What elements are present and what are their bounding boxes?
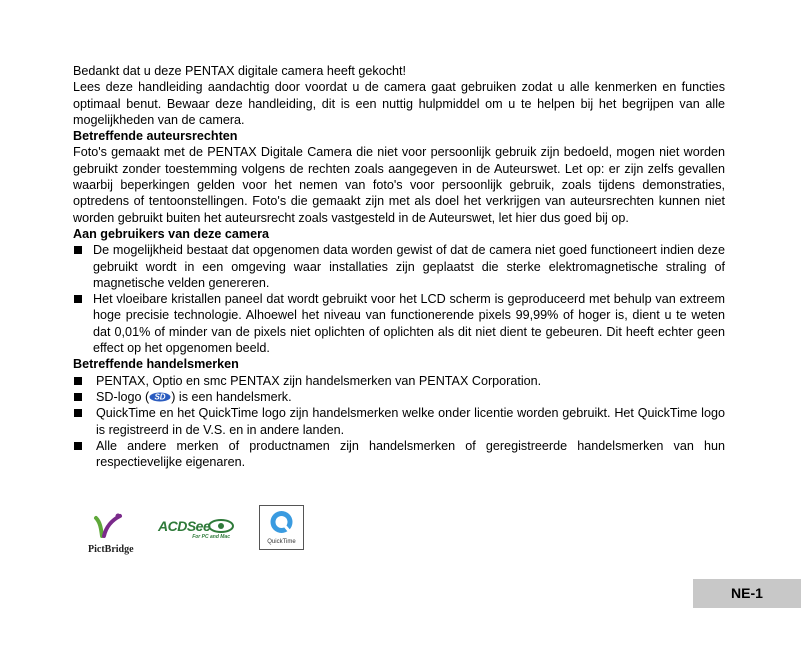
- copyright-heading: Betreffende auteursrechten: [73, 129, 238, 144]
- trademarks-heading: Betreffende handelsmerken: [73, 357, 239, 372]
- bullet-icon: [74, 295, 82, 303]
- intro-paragraph: Lees deze handleiding aandachtig door voordat u de camera gaat gebruiken zodat u alle kenmerken en functies optimaal benut. Bewaar deze handleiding, dit is een nuttig hulpmiddel om u te helpen bij het begrijpen van alle mogelijkheden van de camera.: [73, 80, 725, 127]
- acdsee-logo: ACDSee For PC and Mac: [158, 518, 234, 548]
- list-item: Het vloeibare kristallen paneel dat wordt gebruikt voor het LCD scherm is geproduceerd met behulp van extreem hoge precisie technologie. Alhoewel het niveau van functionerende pixels 99,99% of hoger is, dient u te weten dat 0,01% of minder van de pixels niet oplichten of oplichten als dit niet dient te gebeuren. Dit heeft echter geen effect op het opgenomen beeld.: [73, 291, 725, 356]
- trademarks-list: [73, 373, 725, 471]
- users-list: [73, 242, 725, 356]
- manual-page: [73, 63, 725, 470]
- greeting: Bedankt dat u deze PENTAX digitale camera heeft gekocht!: [73, 64, 406, 78]
- users-heading: Aan gebruikers van deze camera: [73, 226, 269, 241]
- svg-text:SD: SD: [154, 392, 166, 402]
- list-item: QuickTime en het QuickTime logo zijn handelsmerken welke onder licentie worden gebruikt. Het QuickTime logo is registreerd in de V.S. en in andere landen.: [73, 405, 725, 438]
- copyright-paragraph: Foto's gemaakt met de PENTAX Digitale Camera die niet voor persoonlijk gebruik zijn bedoeld, mogen niet worden gebruikt zonder toestemming volgens de rechten zoals aangegeven in de Auteurswet. Let op: er zijn zelfs gevallen waarbij beperkingen gelden voor het nemen van foto's voor persoonlijk gebruik, zoals tijdens demonstraties, optredens of tentoonstellingen. Foto's die gemaakt zijn met als doel het verkrijgen van auteursrechten kunnen niet worden gebruikt buiten het auteursrecht zoals vastgesteld in de Auteurswet, let hier dus goed bij op.: [73, 145, 725, 225]
- bullet-icon: [74, 393, 82, 401]
- pictbridge-logo: PictBridge: [88, 512, 138, 552]
- quicktime-logo: QuickTime: [259, 505, 304, 550]
- logo-row: [88, 505, 318, 560]
- list-item: PENTAX, Optio en smc PENTAX zijn handelsmerken van PENTAX Corporation.: [73, 373, 725, 389]
- bullet-icon: [74, 442, 82, 450]
- bullet-icon: [74, 246, 82, 254]
- bullet-icon: [74, 409, 82, 417]
- list-item: De mogelijkheid bestaat dat opgenomen data worden gewist of dat de camera niet goed functioneert indien deze gebruikt wordt in een omgeving waar installaties zijn geplaatst die sterke elektromagnetische straling of magnetische velden genereren.: [73, 242, 725, 291]
- bullet-icon: [74, 377, 82, 385]
- page-number-tab: NE-1: [693, 579, 801, 608]
- sd-logo-icon: [149, 390, 171, 402]
- list-item: SD-logo ( SD ) is een handelsmerk.: [73, 389, 725, 405]
- list-item: Alle andere merken of productnamen zijn handelsmerken of geregistreerde handelsmerken van hun respectievelijke eigenaren.: [73, 438, 725, 471]
